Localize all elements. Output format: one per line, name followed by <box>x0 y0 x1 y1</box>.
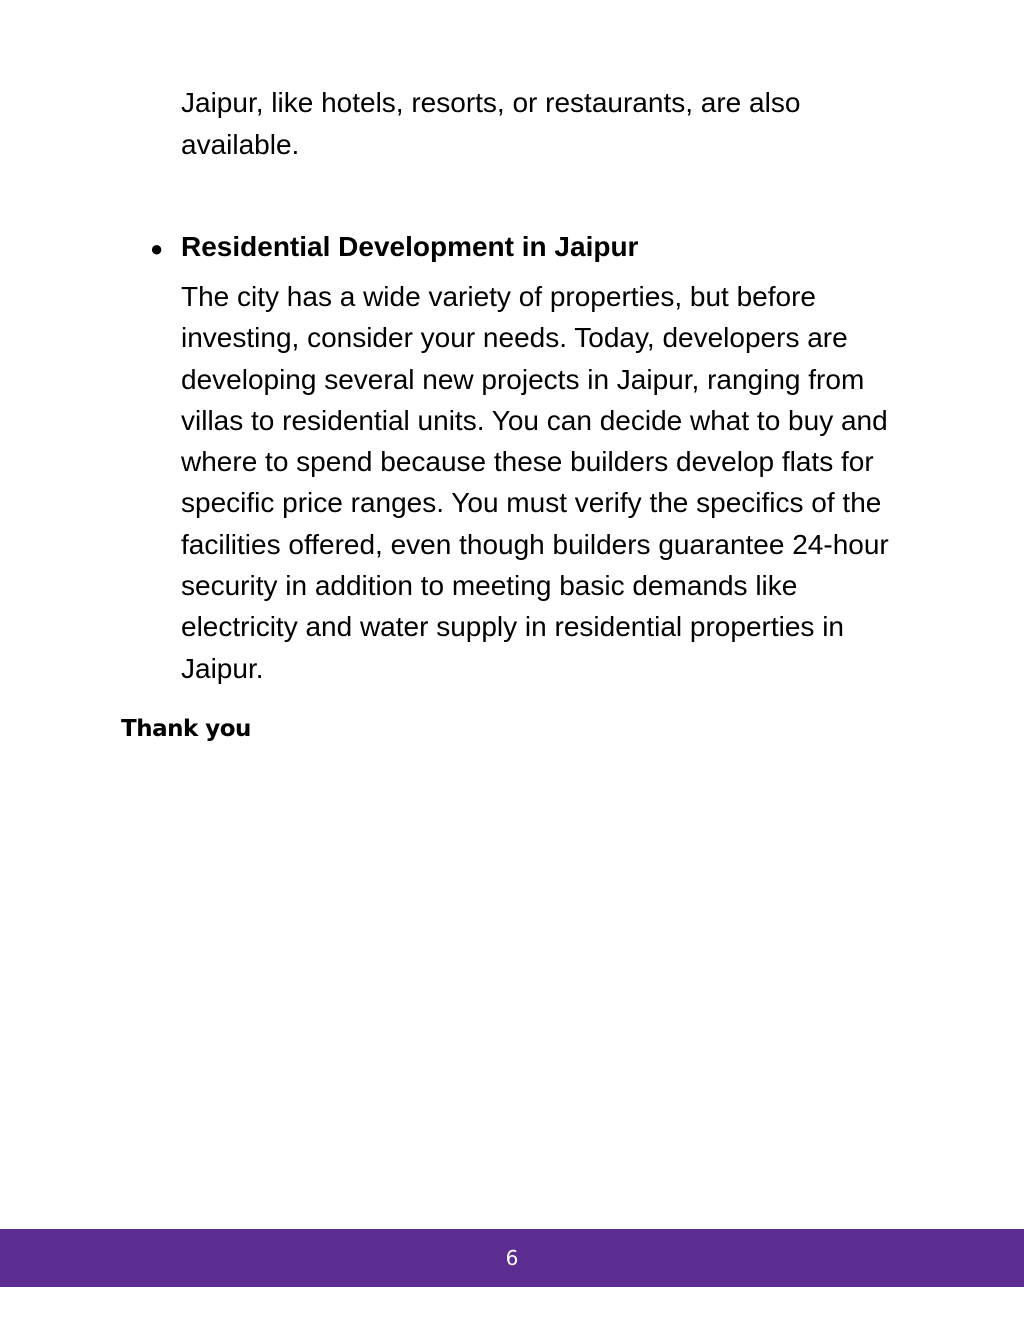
residential-section <box>150 226 910 689</box>
section-heading-row <box>150 226 910 269</box>
section-body-paragraph: The city has a wide variety of properties, but before investing, consider your needs. Today, developers are developing several new projects in Jaipur, ranging from villas to residential units. You can decide what to buy and where to spend because these builders develop flats for specific price ranges. You must verify the specifics of the facilities offered, even though builders guarantee 24-hour security in addition to meeting basic demands like electricity and water supply in residential properties in Jaipur. <box>181 281 889 684</box>
page-number: 6 <box>505 1246 519 1270</box>
continuation-paragraph: Jaipur, like hotels, resorts, or restaurants, are also available. <box>181 87 801 160</box>
section-title: Residential Development in Jaipur <box>181 231 639 262</box>
bullet-icon: ● <box>150 236 164 261</box>
closing-text: Thank you <box>121 716 251 742</box>
footer-bar <box>0 1229 1024 1287</box>
